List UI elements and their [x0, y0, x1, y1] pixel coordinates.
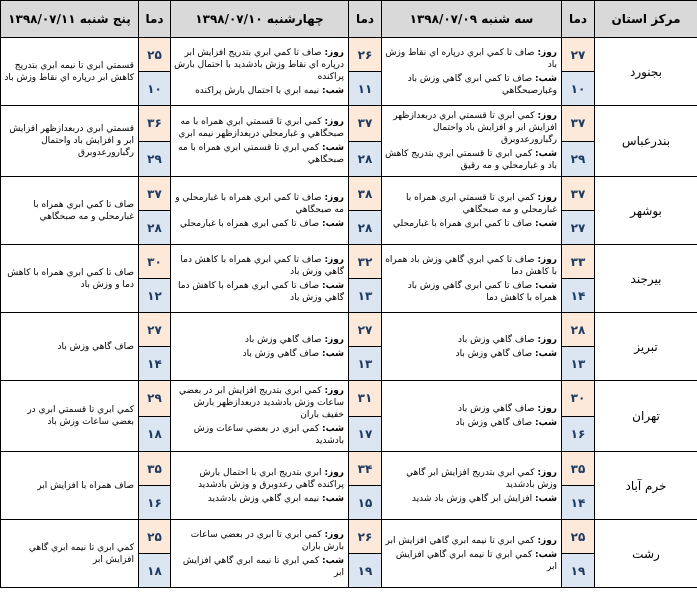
forecast-summary: صاف تا کمي ابري همراه با کاهش دما و وزش باد: [7, 267, 134, 290]
min-temp: ۱۳: [562, 347, 595, 381]
forecast-text: [382, 520, 562, 588]
min-temp: ۱۹: [349, 554, 382, 588]
max-temp: ۳۵: [562, 452, 595, 486]
table-row: [1, 520, 697, 554]
max-temp: ۳۷: [349, 106, 382, 142]
night-text: صاف گاهي وزش باد: [455, 418, 533, 428]
day-label: روز:: [324, 334, 344, 345]
day-text: کمي ابري تا قسمتي ابري دربعدازظهر افزايش ابر و افزايش باد واحتمال رگبارورعدوبرق: [393, 111, 557, 145]
day-text: کمي ابري تا نيمه ابري گاهي افزايش ابر: [385, 535, 535, 546]
province-header: مرکز استان: [595, 1, 697, 38]
max-temp: ۲۸: [562, 313, 595, 347]
forecast-summary: کمي ابري تا نيمه ابري گاهي افزايش ابر: [28, 542, 134, 565]
min-temp: ۱۶: [139, 486, 171, 520]
table-row: [1, 452, 697, 486]
night-text: صاف تا کمي ابري گاهي وزش باد همراه با کاهش دما: [407, 280, 557, 303]
day-forecast: [173, 385, 344, 421]
day-forecast: [173, 254, 344, 278]
forecast-text: [171, 245, 349, 313]
forecast-text: [171, 313, 349, 381]
min-temp: ۱۷: [349, 416, 382, 452]
max-temp: ۲۷: [349, 313, 382, 347]
night-text: کمي ابري تا قسمتي ابري بتدريج کاهش باد و غبارمحلي و مه رقيق: [385, 149, 557, 171]
temp-header-3: دما: [139, 1, 171, 38]
night-text: نيمه ابري گاهي وزش بادشديد: [207, 493, 320, 504]
day-forecast: [173, 116, 344, 140]
temp-header-1: دما: [562, 1, 595, 38]
night-text: کمي ابري تا نيمه ابري گاهي افزايش ابر: [395, 549, 557, 572]
max-temp: ۳۰: [139, 245, 171, 279]
min-temp: ۲۹: [139, 141, 171, 177]
night-forecast: [173, 280, 344, 304]
day-forecast: [384, 254, 557, 278]
day-label: روز:: [324, 254, 344, 265]
day-text: ابري بتدريج ابري با احتمال بارش پراکنده گاهي رعدوبرق و وزش بادشديد: [197, 467, 344, 490]
forecast-text: [1, 245, 139, 313]
day-forecast: [384, 334, 557, 346]
day-label: روز:: [324, 467, 344, 478]
min-temp: ۱۲: [139, 279, 171, 313]
night-label: شب:: [535, 549, 557, 560]
min-temp: ۱۵: [349, 486, 382, 520]
forecast-text: [1, 38, 139, 106]
min-temp: ۱۶: [562, 416, 595, 452]
min-temp: ۱۹: [562, 554, 595, 588]
min-temp: ۱۴: [562, 486, 595, 520]
day-text: صاف تا کمي ابري درپاره اي نقاط وزش باد: [385, 47, 557, 70]
forecast-summary: کمي ابري تا قسمتي ابري در بعضي ساعات وزش باد: [27, 405, 134, 427]
night-label: شب:: [322, 85, 344, 96]
day-label: روز:: [537, 254, 557, 265]
max-temp: ۳۳: [562, 245, 595, 279]
day-label: روز:: [537, 467, 557, 478]
min-temp: ۱۱: [349, 72, 382, 106]
day-text: صاف گاهي وزش باد: [245, 334, 322, 345]
day-forecast: [173, 467, 344, 491]
max-temp: ۲۷: [139, 313, 171, 347]
night-text: کمي ابري در بعضي ساعات وزش بادشديد: [193, 424, 344, 446]
max-temp: ۳۰: [562, 381, 595, 417]
night-forecast: [384, 73, 557, 97]
forecast-text: [382, 245, 562, 313]
day-forecast: [173, 334, 344, 346]
forecast-summary: صاف تا کمي ابري همراه با غبارمحلي و مه صبحگاهي: [33, 199, 134, 222]
day-label: روز:: [537, 334, 557, 345]
min-temp: ۲۸: [349, 211, 382, 245]
forecast-text: [382, 381, 562, 452]
temp-header-2: دما: [349, 1, 382, 38]
night-forecast: [384, 493, 557, 505]
max-temp: ۲۷: [562, 38, 595, 72]
day-label: روز:: [537, 535, 557, 546]
max-temp: ۳۴: [349, 452, 382, 486]
forecast-text: [1, 520, 139, 588]
day-header-1: سه شنبه ۱۳۹۸/۰۷/۰۹: [382, 1, 562, 38]
province-name: بوشهر: [595, 177, 697, 245]
min-temp: ۲۷: [562, 211, 595, 245]
night-text: صاف گاهي وزش باد: [455, 348, 533, 359]
night-label: شب:: [535, 149, 557, 159]
max-temp: ۳۷: [562, 106, 595, 142]
day-text: صاف گاهي وزش باد: [458, 334, 535, 345]
night-label: شب:: [535, 348, 557, 359]
day-forecast: [384, 535, 557, 547]
night-text: کمي ابري تا نيمه ابري گاهي افزايش ابر: [182, 555, 344, 578]
night-text: صاف تا کمي ابري گاهي وزش باد وغبارصبحگاهي: [407, 73, 557, 96]
night-forecast: [384, 218, 557, 230]
night-forecast: [173, 348, 344, 360]
night-text: صاف تا کمي ابري همراه با غبارمحلي: [180, 218, 320, 229]
table-row: [1, 106, 697, 142]
day-label: روز:: [324, 386, 344, 396]
max-temp: ۳۷: [562, 177, 595, 211]
night-label: شب:: [322, 143, 344, 153]
forecast-text: [171, 452, 349, 520]
day-forecast: [384, 467, 557, 491]
min-temp: ۲۸: [139, 211, 171, 245]
province-name: رشت: [595, 520, 697, 588]
day-header-2: چهارشنبه ۱۳۹۸/۰۷/۱۰: [171, 1, 349, 38]
min-temp: ۲۸: [349, 141, 382, 177]
table-row: [1, 177, 697, 211]
day-forecast: [384, 403, 557, 415]
forecast-text: [382, 177, 562, 245]
max-temp: ۲۵: [139, 38, 171, 72]
night-forecast: [384, 417, 557, 429]
max-temp: ۳۲: [349, 245, 382, 279]
forecast-text: [382, 38, 562, 106]
forecast-summary: قسمتي ابري تا نيمه ابري بتدريج کاهش ابر درپاره اي نقاط وزش باد: [4, 60, 134, 83]
province-name: بندرعباس: [595, 106, 697, 177]
night-label: شب:: [535, 218, 557, 229]
min-temp: ۱۳: [349, 347, 382, 381]
day-label: روز:: [324, 529, 344, 540]
province-name: بيرجند: [595, 245, 697, 313]
forecast-text: [1, 381, 139, 452]
min-temp: ۱۸: [139, 416, 171, 452]
night-label: شب:: [322, 348, 344, 359]
forecast-text: [382, 106, 562, 177]
day-label: روز:: [324, 47, 344, 58]
night-label: شب:: [535, 493, 557, 504]
max-temp: ۲۶: [349, 520, 382, 554]
night-label: شب:: [322, 424, 344, 434]
night-text: نيمه ابري با احتمال بارش پراکنده: [195, 85, 320, 96]
day-forecast: [384, 192, 557, 216]
night-forecast: [384, 280, 557, 304]
forecast-text: [1, 313, 139, 381]
min-temp: ۱۰: [139, 72, 171, 106]
forecast-text: [171, 106, 349, 177]
night-label: شب:: [535, 280, 557, 291]
forecast-text: [171, 520, 349, 588]
max-temp: ۳۷: [139, 177, 171, 211]
day-text: کمي ابري تا قسمتي ابري همراه با مه صبحگاهي و غبارمحلي دربعدازظهر نيمه ابري: [178, 117, 344, 139]
night-forecast: [384, 549, 557, 573]
night-forecast: [384, 148, 557, 172]
night-label: شب:: [322, 280, 344, 291]
day-label: روز:: [537, 404, 557, 414]
day-text: کمي ابري تا قسمتي ابري همراه با غبارمحلي و مه صبحگاهي: [406, 192, 557, 215]
min-temp: ۱۰: [562, 72, 595, 106]
forecast-text: [382, 313, 562, 381]
forecast-text: [171, 177, 349, 245]
table-row: [1, 381, 697, 417]
day-text: صاف تا کمي ابري بتدريج افزايش ابر درپاره اي نقاط وزش بادشديد با احتمال بارش پراکنده: [174, 47, 344, 82]
night-forecast: [173, 423, 344, 447]
night-forecast: [173, 218, 344, 230]
day-header-3: پنج شنبه ۱۳۹۸/۰۷/۱۱: [1, 1, 139, 38]
forecast-text: [171, 381, 349, 452]
day-label: روز:: [537, 47, 557, 58]
day-forecast: [173, 529, 344, 553]
day-text: کمي ابري تا ابري در بعضي ساعات بارش باران: [190, 529, 344, 552]
max-temp: ۳۶: [139, 106, 171, 142]
day-text: صاف گاهي وزش باد: [458, 404, 535, 414]
min-temp: ۲۹: [562, 141, 595, 177]
day-label: روز:: [537, 192, 557, 203]
min-temp: ۱۴: [562, 279, 595, 313]
day-text: صاف تا کمي ابري همراه با کاهش دما گاهي وزش باد: [180, 254, 344, 277]
table-row: [1, 313, 697, 347]
night-text: افزايش ابر گاهي وزش باد شديد: [411, 493, 533, 504]
day-text: کمي ابري بتدريج افزايش ابر گاهي وزش بادشديد: [406, 467, 557, 490]
table-row: [1, 245, 697, 279]
forecast-summary: قسمتي ابري دربعدازظهر افزايش ابر و افزايش باد واحتمال رگبارورعدوبرق: [9, 124, 134, 158]
max-temp: ۲۹: [139, 381, 171, 417]
day-text: کمي ابري بتدريج افزايش ابر در بعضي ساعات وزش بادشديد دربعدازظهر بارش خفيف باران: [179, 386, 344, 420]
max-temp: ۳۵: [139, 452, 171, 486]
max-temp: ۳۸: [349, 177, 382, 211]
min-temp: ۱۸: [139, 554, 171, 588]
header-row: [1, 1, 697, 38]
night-label: شب:: [322, 493, 344, 504]
night-label: شب:: [535, 73, 557, 84]
min-temp: ۱۴: [139, 347, 171, 381]
night-forecast: [173, 493, 344, 505]
forecast-summary: صاف همراه با افزايش ابر: [37, 480, 134, 491]
day-forecast: [173, 47, 344, 83]
day-text: صاف تا کمي ابري همراه با غبارمحلي و مه صبحگاهي: [175, 192, 344, 215]
max-temp: ۲۵: [139, 520, 171, 554]
day-forecast: [384, 110, 557, 146]
night-label: شب:: [322, 218, 344, 229]
day-label: روز:: [537, 111, 557, 121]
forecast-summary: صاف گاهي وزش باد: [57, 341, 134, 352]
day-text: صاف تا کمي ابري گاهي وزش باد همراه با کاهش دما: [385, 254, 557, 277]
night-forecast: [173, 555, 344, 579]
day-forecast: [173, 192, 344, 216]
night-text: صاف گاهي وزش باد: [242, 348, 320, 359]
forecast-text: [1, 106, 139, 177]
min-temp: ۱۳: [349, 279, 382, 313]
night-label: شب:: [535, 418, 557, 428]
province-name: تهران: [595, 381, 697, 452]
day-label: روز:: [324, 117, 344, 127]
day-forecast: [384, 47, 557, 71]
forecast-text: [382, 452, 562, 520]
province-name: خرم آباد: [595, 452, 697, 520]
province-name: بجنورد: [595, 38, 697, 106]
forecast-text: [171, 38, 349, 106]
max-temp: ۳۱: [349, 381, 382, 417]
night-forecast: [384, 348, 557, 360]
forecast-text: [1, 452, 139, 520]
night-forecast: [173, 142, 344, 166]
night-label: شب:: [322, 555, 344, 566]
max-temp: ۲۶: [349, 38, 382, 72]
night-text: صاف تا کمي ابري همراه با کاهش دما گاهي وزش باد: [177, 280, 344, 303]
table-row: [1, 38, 697, 72]
forecast-text: [1, 177, 139, 245]
night-text: کمي ابري تا قسمتي ابري همراه با مه صبحگاهي: [178, 143, 344, 165]
max-temp: ۲۵: [562, 520, 595, 554]
night-forecast: [173, 85, 344, 97]
day-label: روز:: [324, 192, 344, 203]
night-text: صاف تا کمي ابري همراه با غبارمحلي: [393, 218, 533, 229]
province-name: تبريز: [595, 313, 697, 381]
